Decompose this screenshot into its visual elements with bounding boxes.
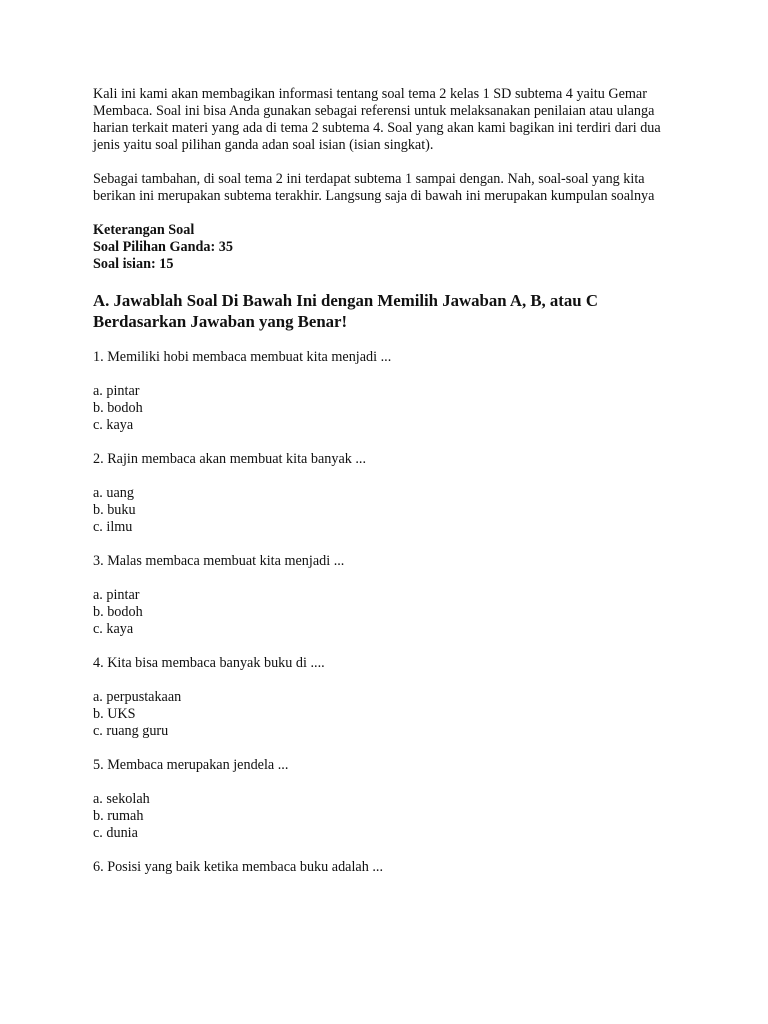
info-essay-count: Soal isian: 15 <box>93 256 174 272</box>
section-heading: A. Jawablah Soal Di Bawah Ini dengan Memilih Jawaban A, B, atau C Berdasarkan Jawaban yang Benar! <box>93 291 598 331</box>
option-a: a. sekolah <box>93 791 150 807</box>
intro-paragraph: Sebagai tambahan, di soal tema 2 ini terdapat subtema 1 sampai dengan. Nah, soal-soal yang kita berikan ini merupakan subtema terakhir. Langsung saja di bawah ini merupakan kumpulan soalnya <box>93 171 655 204</box>
info-multiple-choice-count: Soal Pilihan Ganda: 35 <box>93 239 233 255</box>
question-item <box>93 451 683 536</box>
option-b: b. bodoh <box>93 604 143 620</box>
option-a: a. pintar <box>93 587 140 603</box>
option-list <box>93 485 683 536</box>
option-b: b. bodoh <box>93 400 143 416</box>
option-c: c. ilmu <box>93 519 133 535</box>
option-a: a. perpustakaan <box>93 689 182 705</box>
question-info <box>93 222 683 273</box>
question-text: 3. Malas membaca membuat kita menjadi ... <box>93 553 345 569</box>
option-list <box>93 587 683 638</box>
question-item <box>93 553 683 638</box>
question-text: 2. Rajin membaca akan membuat kita banyak ... <box>93 451 367 467</box>
option-c: c. kaya <box>93 417 134 433</box>
option-b: b. UKS <box>93 706 136 722</box>
option-a: a. pintar <box>93 383 140 399</box>
option-list <box>93 689 683 740</box>
question-item <box>93 349 683 434</box>
option-c: c. ruang guru <box>93 723 169 739</box>
question-text: 6. Posisi yang baik ketika membaca buku adalah ... <box>93 859 383 875</box>
option-list <box>93 791 683 842</box>
intro-paragraph: Kali ini kami akan membagikan informasi tentang soal tema 2 kelas 1 SD subtema 4 yaitu Gemar Membaca. Soal ini bisa Anda gunakan sebagai referensi untuk melaksanakan penilaian atau ulanga harian terkait materi yang ada di tema 2 subtema 4. Soal yang akan kami bagikan ini terdiri dari dua jenis yaitu soal pilihan ganda adan soal isian (isian singkat). <box>93 86 661 153</box>
option-list <box>93 383 683 434</box>
question-text: 5. Membaca merupakan jendela ... <box>93 757 289 773</box>
question-item <box>93 655 683 740</box>
question-text: 1. Memiliki hobi membaca membuat kita menjadi ... <box>93 349 392 365</box>
option-a: a. uang <box>93 485 134 501</box>
info-title: Keterangan Soal <box>93 222 195 238</box>
document-body <box>93 86 683 876</box>
option-b: b. rumah <box>93 808 144 824</box>
option-c: c. kaya <box>93 621 134 637</box>
option-b: b. buku <box>93 502 136 518</box>
question-text: 4. Kita bisa membaca banyak buku di .... <box>93 655 325 671</box>
question-list <box>93 349 683 876</box>
question-item <box>93 757 683 842</box>
option-c: c. dunia <box>93 825 138 841</box>
question-item <box>93 859 683 876</box>
